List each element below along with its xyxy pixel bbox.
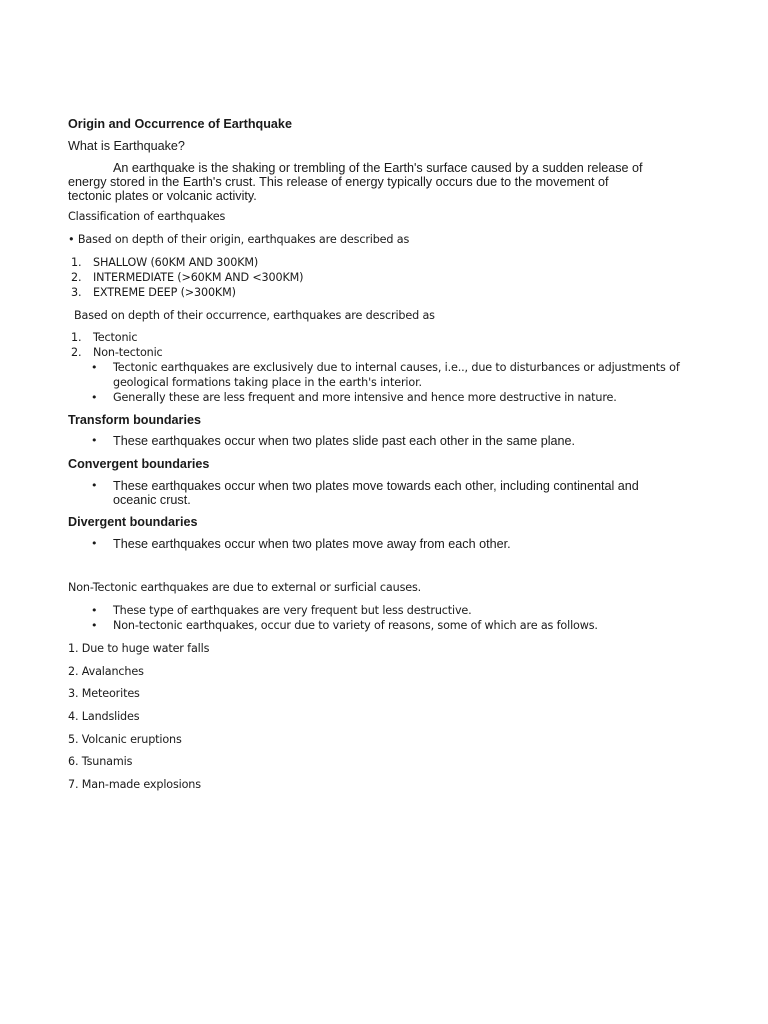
cause-item: 5. Volcanic eruptions: [68, 733, 182, 746]
list-number: 2.: [71, 271, 82, 284]
bullet-icon: •: [91, 537, 98, 550]
bullet-text: These earthquakes occur when two plates move towards each other, including continental and: [113, 479, 639, 493]
list-text: Non-tectonic: [93, 346, 163, 359]
convergent-heading: Convergent boundaries: [68, 457, 210, 471]
definition-line-3: tectonic plates or volcanic activity.: [68, 189, 257, 203]
bullet-text: Tectonic earthquakes are exclusively due to internal causes, i.e.., due to disturbances or adjustments of: [113, 361, 680, 374]
list-text: INTERMEDIATE (>60KM AND <300KM): [93, 271, 304, 284]
list-text: Tectonic: [93, 331, 138, 344]
cause-item: 2. Avalanches: [68, 665, 144, 678]
non-tectonic-intro: Non-Tectonic earthquakes are due to external or surficial causes.: [68, 581, 422, 594]
definition-line-1: An earthquake is the shaking or trembling of the Earth's surface caused by a sudden release of: [113, 161, 643, 175]
list-number: 1.: [71, 331, 82, 344]
question-heading: What is Earthquake?: [68, 139, 185, 153]
bullet-text: These earthquakes occur when two plates move away from each other.: [113, 537, 511, 551]
bullet-text: These earthquakes occur when two plates slide past each other in the same plane.: [113, 434, 576, 448]
bullet-icon: •: [91, 619, 98, 632]
list-number: 3.: [71, 286, 82, 299]
bullet-text: These type of earthquakes are very frequent but less destructive.: [113, 604, 472, 617]
bullet-icon: •: [91, 361, 98, 374]
list-text: SHALLOW (60KM AND 300KM): [93, 256, 259, 269]
cause-item: 4. Landslides: [68, 710, 140, 723]
occurrence-intro: Based on depth of their occurrence, earthquakes are described as: [74, 309, 435, 322]
cause-item: 6. Tsunamis: [68, 755, 133, 768]
classification-heading: Classification of earthquakes: [68, 210, 226, 223]
list-number: 1.: [71, 256, 82, 269]
definition-line-2: energy stored in the Earth's crust. This release of energy typically occurs due to the movement of: [68, 175, 609, 189]
list-text: EXTREME DEEP (>300KM): [93, 286, 236, 299]
depth-intro: • Based on depth of their origin, earthquakes are described as: [68, 233, 410, 246]
bullet-text: Non-tectonic earthquakes, occur due to variety of reasons, some of which are as follows.: [113, 619, 598, 632]
transform-heading: Transform boundaries: [68, 413, 201, 427]
bullet-icon: •: [91, 604, 98, 617]
bullet-icon: •: [91, 479, 98, 492]
cause-item: 1. Due to huge water falls: [68, 642, 210, 655]
cause-item: 3. Meteorites: [68, 687, 140, 700]
list-number: 2.: [71, 346, 82, 359]
cause-item: 7. Man-made explosions: [68, 778, 201, 791]
bullet-text: oceanic crust.: [113, 493, 191, 507]
document-page: [68, 0, 700, 1024]
document-title: Origin and Occurrence of Earthquake: [68, 117, 292, 131]
divergent-heading: Divergent boundaries: [68, 515, 198, 529]
bullet-text: Generally these are less frequent and more intensive and hence more destructive in nature.: [113, 391, 617, 404]
bullet-icon: •: [91, 391, 98, 404]
bullet-text: geological formations taking place in the earth's interior.: [113, 376, 422, 389]
bullet-icon: •: [91, 434, 98, 447]
